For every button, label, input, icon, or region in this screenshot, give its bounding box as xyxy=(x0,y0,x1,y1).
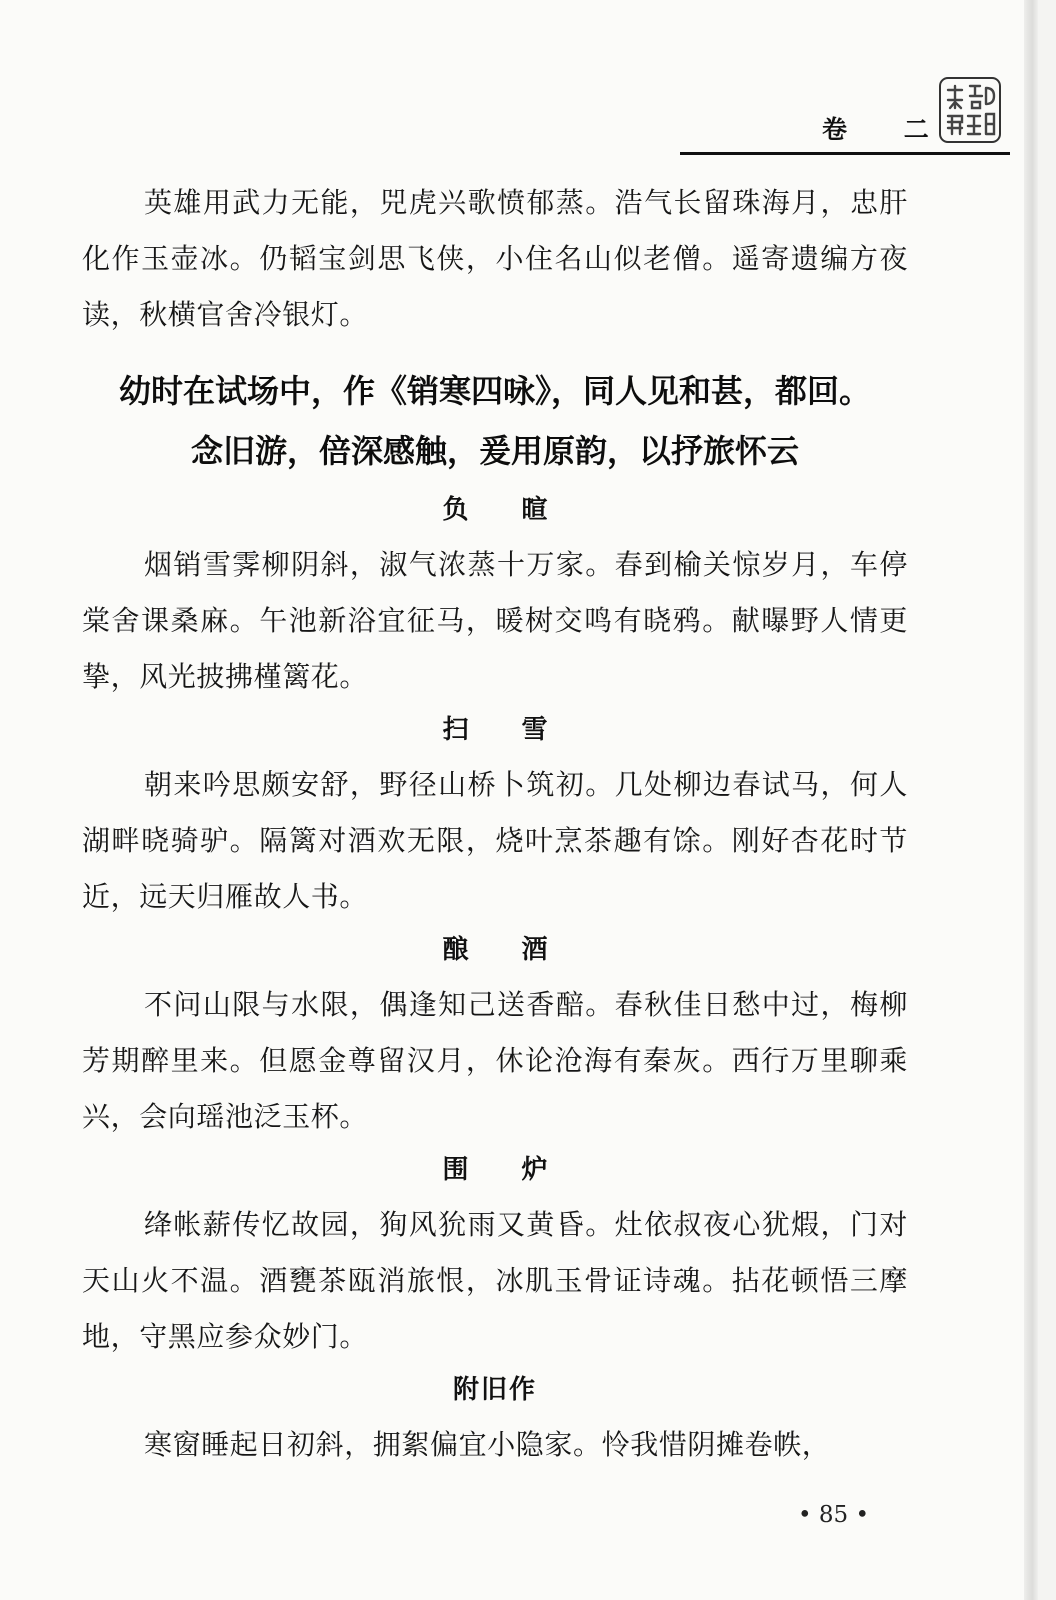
poem-text-sao-xue: 朝来吟思颇安舒，野径山桥卜筑初。几处柳边春试马，何人湖畔晓骑驴。隔篱对酒欢无限，烧叶烹茶趣有馀。刚好杏花时节近，远天归雁故人书。 xyxy=(82,768,908,913)
poem-heading-niang-jiu: 酿 酒 xyxy=(442,935,570,965)
poem-group-title xyxy=(82,361,908,481)
title-line-1: 幼时在试场中，作《销寒四咏》，同人见和甚，都回。 xyxy=(118,372,871,410)
header-divider xyxy=(680,152,1010,155)
poem-heading-wei-lu: 围 炉 xyxy=(442,1155,570,1185)
poem-heading-fu-xuan: 负 暄 xyxy=(442,495,570,525)
poem-heading-sao-xue: 扫 雪 xyxy=(442,715,570,745)
page-number: • 85 • xyxy=(798,1502,870,1528)
poem-heading-fu-jiu-zuo: 附旧作 xyxy=(452,1375,537,1405)
page-binding-edge xyxy=(1024,0,1038,1600)
seal-stamp-icon xyxy=(938,76,1002,144)
title-line-2: 念旧游，倍深感触，爰用原韵，以抒旅怀云 xyxy=(190,432,799,470)
poem-text-wei-lu: 绛帐薪传忆故园，狥风狁雨又黄昏。灶依叔夜心犹煆，门对天山火不温。酒甕茶瓯消旅恨，冰肌玉骨证诗魂。拈花顿悟三摩地，守黑应参众妙门。 xyxy=(82,1208,908,1353)
poem-text-niang-jiu: 不问山限与水限，偶逢知己送香醅。春秋佳日愁中过，梅柳芳期醉里来。但愿金尊留汉月，休论沧海有秦灰。西行万里聊乘兴，会向瑶池泛玉杯。 xyxy=(82,988,908,1133)
page-body xyxy=(82,175,908,1473)
section-header: 卷 二 xyxy=(822,115,953,144)
intro-poem: 英雄用武力无能，兕虎兴歌愤郁蒸。浩气长留珠海月，忠肝化作玉壶冰。仍韬宝剑思飞侠，小住名山似老僧。遥寄遗编方夜读，秋横官舍冷银灯。 xyxy=(82,186,908,331)
poem-text-fu-xuan: 烟销雪霁柳阴斜，淑气浓蒸十万家。春到榆关惊岁月，车停棠舍课桑麻。午池新浴宜征马，暖树交鸣有晓鸦。献曝野人情更挚，风光披拂槿篱花。 xyxy=(82,548,908,693)
poem-text-fu-jiu-zuo: 寒窗睡起日初斜，拥絮偏宜小隐家。怜我惜阴摊卷帙， xyxy=(144,1428,831,1461)
